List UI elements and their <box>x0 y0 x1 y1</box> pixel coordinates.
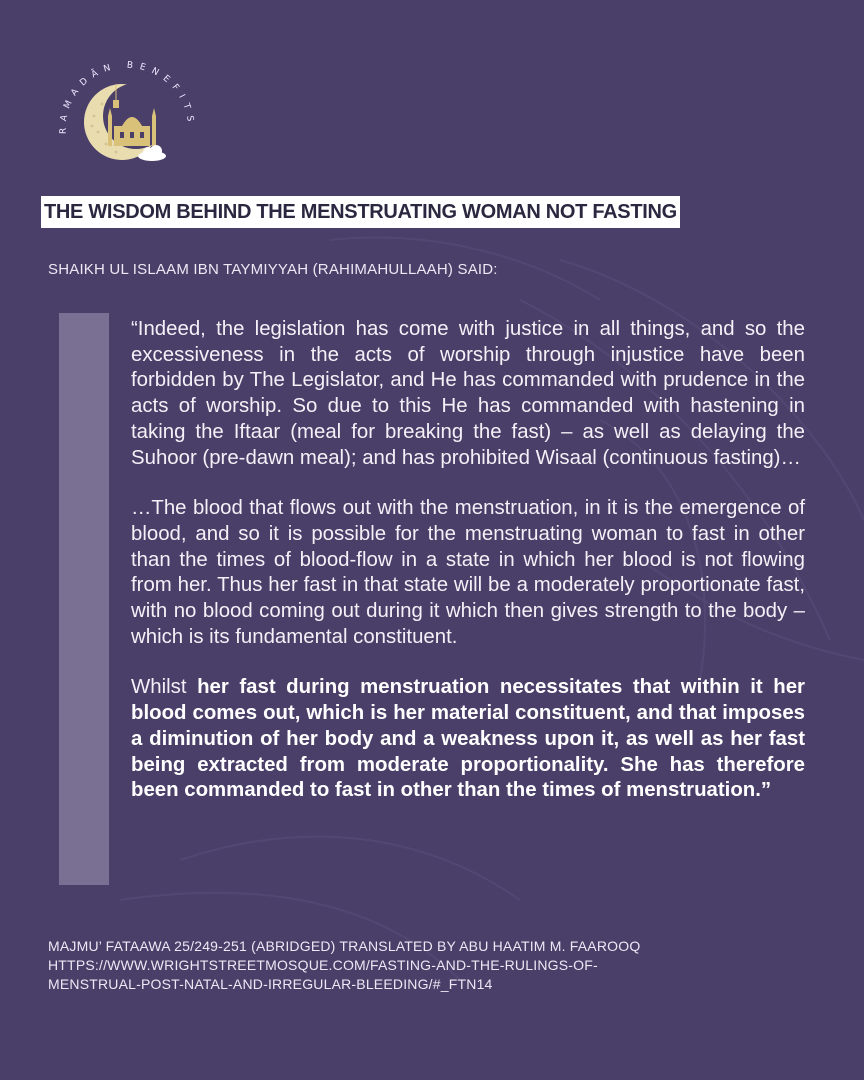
source-footer <box>48 937 828 994</box>
page-title: THE WISDOM BEHIND THE MENSTRUATING WOMAN NOT FASTING <box>41 196 680 228</box>
source-citation: MAJMU’ FATAAWA 25/249-251 (ABRIDGED) TRANSLATED BY ABU HAATIM M. FAAROOQ <box>48 938 641 954</box>
quote-bar <box>59 313 109 885</box>
quote-paragraph-1: “Indeed, the legislation has come with justice in all things, and so the excessiveness in the acts of worship through injustice have been forbidden by The Legislator, and He has commanded with prudence in the acts of worship. So due to this He has commanded with hastening in taking the Iftaar (meal for breaking the fast) – as well as delaying the Suhoor (pre-dawn meal); and has prohibited Wisaal (continuous fasting)… <box>131 318 805 469</box>
quote-paragraph-3-lead: Whilst <box>131 676 198 699</box>
quote-block <box>131 317 805 804</box>
crescent-moon-mosque-icon <box>50 44 200 174</box>
quote-paragraph-3-bold: her fast during menstruation necessitates that within it her blood comes out, which is her material constituent, and that imposes a diminution of her body and a weakness upon it, as well as her fast being extracted from moderate proportionality. She has therefore been commanded to fast in other than the times of menstruation.” <box>131 676 805 802</box>
source-url-line-1: HTTPS://WWW.WRIGHTSTREETMOSQUE.COM/FASTING-AND-THE-RULINGS-OF- <box>48 957 598 973</box>
ramadan-benefits-logo <box>50 44 200 174</box>
attribution-heading: SHAIKH UL ISLAAM IBN TAYMIYYAH (RAHIMAHULLAAH) SAID: <box>48 261 498 278</box>
quote-paragraph-3 <box>131 675 805 804</box>
logo-arc-text: RAMADĀN BENEFITS <box>58 60 196 135</box>
quote-paragraph-2: …The blood that flows out with the menstruation, in it is the emergence of blood, and so it is possible for the menstruating woman to fast in other than the times of blood-flow in a state in which her blood is not flowing from her. Thus her fast in that state will be a moderately proportionate fast, with no blood coming out during it which then gives strength to the body – which is its fundamental constituent. <box>131 497 805 648</box>
source-url-line-2: MENSTRUAL-POST-NATAL-AND-IRREGULAR-BLEEDING/#_FTN14 <box>48 976 493 992</box>
